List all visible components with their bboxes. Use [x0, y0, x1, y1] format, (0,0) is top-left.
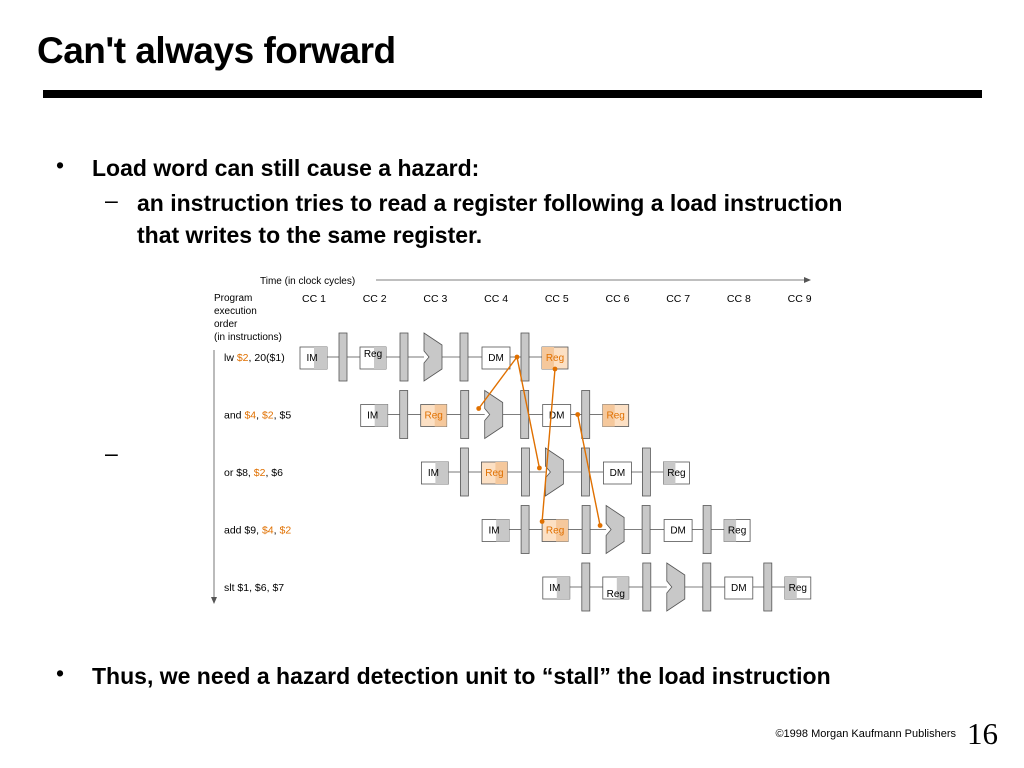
instruction-text: slt $1, $6, $7 — [224, 582, 285, 594]
alu-shape — [606, 506, 624, 554]
instruction-text: and — [224, 409, 245, 422]
reg-write-label: Reg — [545, 353, 565, 364]
pipeline-latch — [643, 563, 651, 611]
reg-read-label: Reg — [545, 525, 565, 537]
pipeline-latch — [582, 563, 590, 611]
instruction-label — [224, 467, 283, 479]
highlighted-register: $2 — [261, 409, 274, 422]
pipeline-latch — [703, 506, 711, 554]
slide-title: Can't always forward — [37, 30, 396, 71]
sub-bullet-line1: an instruction tries to read a register following a load instruction — [137, 190, 843, 216]
instruction-text: , 20($1) — [248, 352, 285, 364]
pipeline-latch — [521, 448, 529, 496]
pipeline-latch — [521, 333, 529, 381]
dm-label: DM — [609, 468, 626, 479]
pipeline-latch — [703, 563, 711, 611]
pipeline-latch — [460, 448, 468, 496]
im-label: IM — [367, 410, 379, 422]
page-number: 16 — [967, 716, 998, 751]
cycle-label: CC 8 — [726, 293, 751, 305]
forward-path-add-dot — [540, 519, 545, 524]
bullet-dot: • — [56, 660, 65, 686]
order-axis-label: order — [214, 319, 238, 330]
reg-read-label: Reg — [485, 468, 504, 479]
alu-shape — [424, 333, 442, 381]
im-label: IM — [427, 468, 439, 479]
pipeline-latch — [400, 333, 408, 381]
im-label: IM — [488, 525, 500, 537]
highlighted-register: $4 — [244, 409, 257, 422]
order-axis-label: (in instructions) — [214, 332, 282, 343]
pipeline-latch — [642, 448, 650, 496]
pipeline-latch — [642, 506, 650, 554]
instruction-label — [224, 352, 285, 364]
cycle-label: CC 5 — [544, 293, 569, 305]
bullet-load-word: Load word can still cause a hazard: — [92, 155, 480, 181]
dm-label: DM — [548, 410, 565, 422]
forward-path-and-dot — [476, 406, 481, 411]
forward-source-dot — [515, 355, 520, 360]
cycle-label: CC 4 — [484, 293, 509, 305]
forward-source-dot — [575, 412, 580, 417]
instruction-label — [224, 410, 291, 422]
instruction-label — [224, 582, 284, 594]
instruction-text: , — [273, 524, 280, 537]
reg-read-label: Reg — [424, 410, 443, 422]
cycle-label: CC 3 — [423, 293, 448, 305]
reg-read-label: Reg — [606, 589, 625, 600]
forward-wb-dot — [553, 367, 558, 372]
time-axis-arrowhead — [804, 277, 811, 283]
sub-bullet-line2: that writes to the same register. — [137, 222, 483, 248]
pipeline-latch — [764, 563, 772, 611]
copyright-symbol: © — [775, 728, 784, 740]
pipeline-latch — [461, 391, 469, 439]
time-axis-label: Time (in clock cycles) — [260, 276, 356, 287]
highlighted-register: $2 — [236, 352, 249, 364]
instruction-label — [224, 525, 291, 537]
instruction-text: or $8, — [224, 467, 254, 479]
dm-label: DM — [488, 353, 504, 364]
sub-bullet-dash: – — [105, 187, 118, 213]
pipeline-latch — [582, 506, 590, 554]
pipeline-latch — [521, 506, 529, 554]
cycle-label: CC 6 — [605, 293, 630, 305]
dm-label: DM — [670, 525, 686, 537]
footer-copyright — [775, 728, 956, 740]
dm-label: DM — [731, 583, 747, 594]
reg-read-label: Reg — [363, 349, 383, 360]
highlighted-register: $2 — [253, 467, 266, 479]
forward-path-add — [542, 369, 555, 522]
im-label: IM — [306, 353, 318, 364]
instruction-text: lw — [224, 352, 237, 364]
cycle-label: CC 7 — [666, 293, 691, 305]
pipeline-latch — [339, 333, 347, 381]
forward-path-or-dot — [537, 466, 542, 471]
cycle-label: CC 2 — [362, 293, 387, 305]
empty-sub-bullet-dash: – — [105, 440, 118, 466]
instruction-text: add $9, — [224, 524, 262, 537]
pipeline-latch — [400, 391, 408, 439]
cycle-label: CC 9 — [787, 293, 812, 305]
forward-target-dot — [598, 523, 603, 528]
order-axis-label: execution — [214, 306, 257, 317]
bullet-hazard-detection: Thus, we need a hazard detection unit to “stall” the load instruction — [92, 663, 831, 689]
alu-shape — [667, 563, 685, 611]
cycle-label: CC 1 — [302, 293, 326, 305]
reg-write-label: Reg — [788, 583, 807, 594]
highlighted-register: $2 — [279, 524, 292, 537]
reg-write-label: Reg — [727, 525, 747, 537]
order-axis-arrowhead — [211, 597, 217, 604]
reg-write-label: Reg — [606, 410, 625, 422]
footer-publisher: 1998 Morgan Kaufmann Publishers — [783, 728, 956, 740]
instruction-text: , $6 — [265, 467, 283, 479]
im-label: IM — [549, 583, 561, 594]
reg-write-label: Reg — [667, 468, 686, 479]
pipeline-latch — [582, 391, 590, 439]
highlighted-register: $4 — [261, 524, 274, 537]
bullet-dot: • — [56, 152, 65, 178]
instruction-text: , — [256, 409, 262, 422]
order-axis-label: Program — [214, 293, 253, 304]
instruction-text: , $5 — [273, 409, 292, 422]
pipeline-latch — [460, 333, 468, 381]
